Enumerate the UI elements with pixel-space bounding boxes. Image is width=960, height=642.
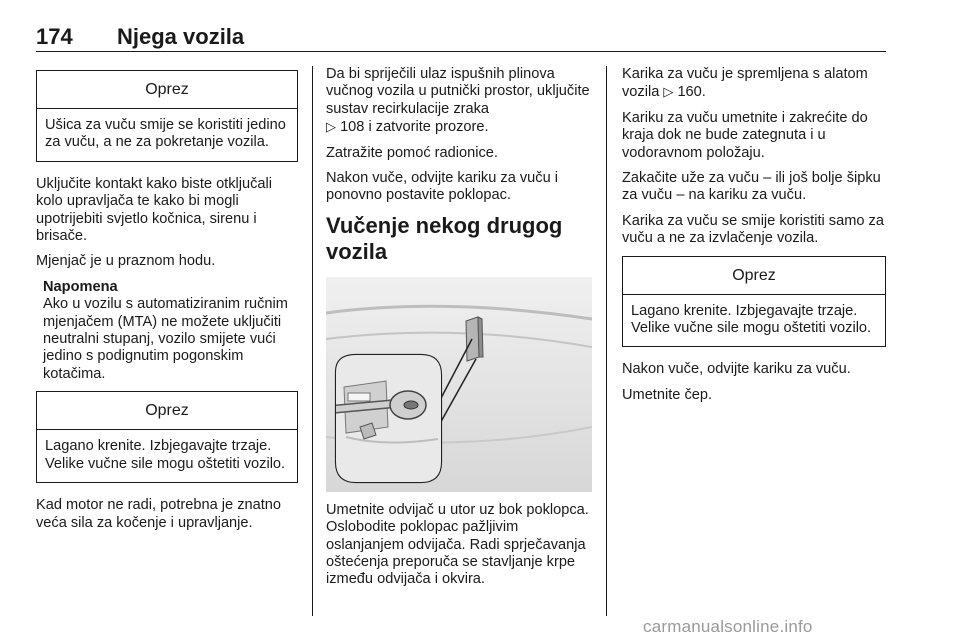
arrow-right-icon: ▷ (326, 119, 336, 135)
note-block (36, 279, 298, 383)
caution-title: Oprez (37, 71, 297, 109)
caution-box (36, 70, 298, 162)
paragraph (326, 66, 592, 137)
paragraph: Kariku za vuču umetnite i zakrećite do kraja dok ne bude zategnuta i u vodoravnom položaju. (622, 109, 868, 161)
caution-text: Lagano krenite. Izbjegavajte trzaje. Velike vučne sile mogu oštetiti vozilo. (45, 438, 286, 472)
caution-text: Lagano krenite. Izbjegavajte trzaje. Velike vučne sile mogu oštetiti vozilo. (631, 302, 872, 337)
arrow-right-icon: ▷ (663, 84, 674, 100)
note-title: Napomena (43, 278, 118, 295)
tow-hook-cover-illustration (326, 277, 592, 492)
paragraph: Nakon vuče, odvijte kariku za vuču. (622, 361, 851, 378)
paragraph: Umetnite čep. (622, 386, 713, 403)
column-divider-1 (312, 66, 313, 616)
column-3 (622, 66, 886, 412)
watermark: carmanualsonline.info (643, 617, 813, 636)
header-rule (36, 51, 886, 52)
paragraph-text: Da bi spriječili ulaz ispušnih plinova vučnog vozila u putnički prostor, uključite sustav recirkulacije zraka (326, 66, 590, 117)
paragraph (622, 66, 886, 102)
column-divider-2 (606, 66, 607, 616)
page-header (36, 24, 886, 54)
paragraph-text: Karika za vuču je spremljena s alatom vozila (622, 66, 868, 101)
note-text: Ako u vozilu s automatiziranim ručnim mjenjačem (MTA) ne možete uključiti neutralni stupanj, vozilo smijete vući jedino s podignutim pogonskim kotačima. (43, 296, 288, 382)
paragraph: Zakačite uže za vuču – ili još bolje šipku za vuču – na kariku za vuču. (622, 170, 881, 204)
page-number: 174 (36, 24, 73, 49)
caution-title: Oprez (37, 392, 297, 430)
paragraph: Karika za vuču se smije koristiti samo za vuču a ne za izvlačenje vozila. (622, 212, 884, 247)
caution-box (36, 391, 298, 483)
section-heading: Vučenje nekog drugog vozila (326, 212, 563, 264)
paragraph: Nakon vuče, odvijte kariku za vuču i ponovno postavite poklopac. (326, 170, 558, 204)
paragraph: Umetnite odvijač u utor uz bok poklopca. Oslobodite poklopac pažljivim oslanjanjem odvijača. Radi sprječavanja oštećenja preporuča se stavljanje krpe između odvijača i okvira. (326, 501, 589, 588)
paragraph: Zatražite pomoć radionice. (326, 144, 498, 161)
caution-box (622, 256, 886, 348)
chapter-title: Njega vozila (117, 24, 245, 49)
paragraph: Kad motor ne radi, potrebna je znatno veća sila za kočenje i upravljanje. (36, 497, 282, 531)
illustration-svg (326, 277, 592, 492)
caution-title: Oprez (623, 257, 885, 295)
paragraph: Mjenjač je u praznom hodu. (36, 253, 216, 270)
paragraph: Uključite kontakt kako biste otključali kolo upravljača te kako bi mogli upotrijebiti svjetlo kočnica, sirenu i brisače. (36, 175, 273, 245)
page-reference[interactable]: 108 (340, 119, 365, 136)
caution-text: Ušica za vuču smije se koristiti jedino za vuču, a ne za pokretanje vozila. (45, 117, 286, 151)
column-2 (326, 66, 592, 597)
paragraph-text: i zatvorite prozore. (364, 119, 489, 136)
page-reference[interactable]: 160. (677, 84, 706, 101)
column-1 (36, 66, 298, 540)
